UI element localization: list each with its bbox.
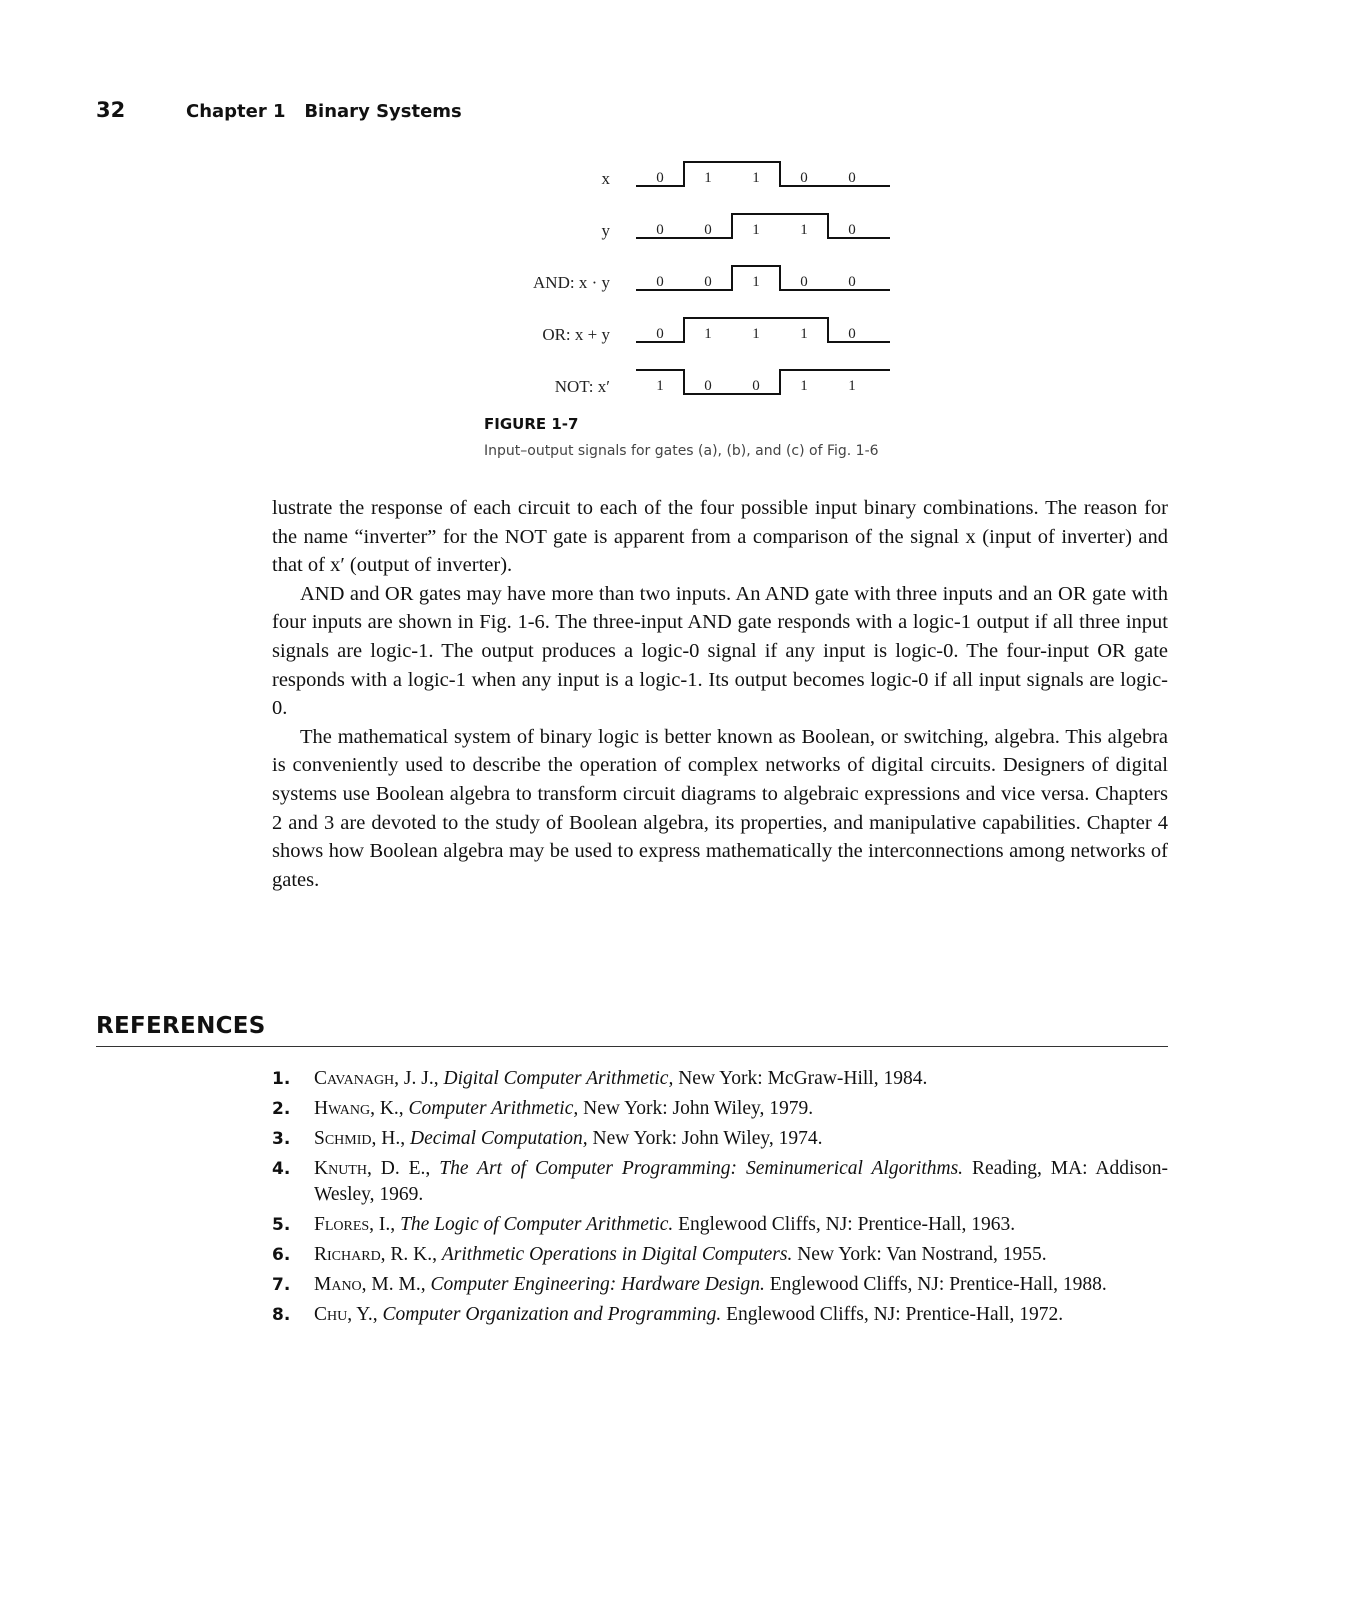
signal-label: AND: x · y bbox=[533, 273, 610, 292]
body-paragraph: lustrate the response of each circuit to each of the four possible input binary combinations. The reason for the name “inverter” for the NOT gate is apparent from a comparison of the signal x (input of inverter) and that of x′ (output of inverter). bbox=[272, 497, 1168, 577]
reference-number: 4. bbox=[272, 1159, 291, 1179]
signal-label: x bbox=[601, 169, 610, 188]
reference-author: Hwang, K., bbox=[314, 1098, 404, 1119]
signal-level: 1 bbox=[752, 222, 760, 238]
reference-publisher: Englewood Cliffs, NJ: Prentice-Hall, 1972. bbox=[726, 1304, 1064, 1325]
reference-publisher: Englewood Cliffs, NJ: Prentice-Hall, 1963. bbox=[678, 1214, 1016, 1235]
signal-level: 0 bbox=[848, 170, 856, 186]
reference-number: 7. bbox=[272, 1275, 291, 1295]
reference-publisher: New York: John Wiley, 1979. bbox=[583, 1098, 814, 1119]
body-paragraph: AND and OR gates may have more than two inputs. An AND gate with three inputs and an OR gate with four inputs are shown in Fig. 1-6. The three-input AND gate responds with a logic-1 output if all three input signals are logic-1. The output produces a logic-0 signal if any input is logic-0. The four-input OR gate responds with a logic-1 when any input is a logic-1. Its output becomes logic-0 if all input signals are logic-0. bbox=[272, 582, 1168, 720]
reference-number: 5. bbox=[272, 1215, 291, 1235]
signal-level: 1 bbox=[752, 274, 760, 290]
signal-level: 0 bbox=[656, 326, 664, 342]
signal-level: 1 bbox=[848, 378, 856, 394]
reference-item bbox=[272, 1096, 1168, 1122]
reference-number: 1. bbox=[272, 1069, 291, 1089]
reference-author: Mano, M. M., bbox=[314, 1274, 426, 1295]
reference-title: The Logic of Computer Arithmetic. bbox=[400, 1214, 674, 1235]
reference-item bbox=[272, 1212, 1168, 1238]
reference-author: Flores, I., bbox=[314, 1214, 396, 1235]
reference-item bbox=[272, 1272, 1168, 1298]
reference-author: Knuth, D. E., bbox=[314, 1158, 431, 1179]
chapter-title: Chapter 1 Binary Systems bbox=[186, 101, 462, 122]
reference-item bbox=[272, 1066, 1168, 1092]
signal-level: 0 bbox=[800, 170, 808, 186]
signal-level: 0 bbox=[704, 274, 712, 290]
reference-publisher: New York: McGraw-Hill, 1984. bbox=[678, 1068, 928, 1089]
reference-number: 6. bbox=[272, 1245, 291, 1265]
signal-level: 1 bbox=[704, 326, 712, 342]
signal-level: 1 bbox=[656, 378, 664, 394]
body-text bbox=[272, 494, 1168, 894]
signal-level: 1 bbox=[800, 326, 808, 342]
reference-title: Decimal Computation, bbox=[409, 1128, 588, 1149]
reference-title: Computer Arithmetic, bbox=[408, 1098, 579, 1119]
signal-level: 0 bbox=[704, 378, 712, 394]
reference-title: The Art of Computer Programming: Seminumerical Algorithms. bbox=[439, 1158, 964, 1179]
reference-author: Richard, R. K., bbox=[314, 1244, 438, 1265]
signal-level: 0 bbox=[752, 378, 760, 394]
signal-level: 0 bbox=[656, 170, 664, 186]
reference-title: Digital Computer Arithmetic, bbox=[443, 1068, 674, 1089]
signal-label: OR: x + y bbox=[542, 325, 610, 344]
reference-publisher: New York: Van Nostrand, 1955. bbox=[797, 1244, 1047, 1265]
reference-publisher: New York: John Wiley, 1974. bbox=[592, 1128, 823, 1149]
signal-level: 1 bbox=[752, 170, 760, 186]
reference-number: 8. bbox=[272, 1305, 291, 1325]
running-head bbox=[96, 98, 696, 126]
figure-caption: Input–output signals for gates (a), (b), and (c) of Fig. 1-6 bbox=[484, 443, 879, 459]
references-heading: REFERENCES bbox=[96, 1013, 266, 1039]
references-divider bbox=[96, 1046, 1168, 1047]
signal-label: NOT: x′ bbox=[554, 377, 610, 396]
signal-level: 0 bbox=[656, 222, 664, 238]
signal-level: 1 bbox=[704, 170, 712, 186]
reference-author: Cavanagh, J. J., bbox=[314, 1068, 439, 1089]
reference-item bbox=[272, 1242, 1168, 1268]
reference-title: Arithmetic Operations in Digital Computers. bbox=[441, 1244, 793, 1265]
signal-level: 0 bbox=[848, 274, 856, 290]
signal-level: 0 bbox=[848, 222, 856, 238]
reference-item bbox=[272, 1302, 1168, 1328]
page-number: 32 bbox=[96, 98, 126, 122]
signal-label: y bbox=[601, 221, 610, 240]
reference-title: Computer Engineering: Hardware Design. bbox=[430, 1274, 765, 1295]
reference-number: 2. bbox=[272, 1099, 291, 1119]
signal-level: 0 bbox=[848, 326, 856, 342]
signal-level: 1 bbox=[800, 222, 808, 238]
reference-title: Computer Organization and Programming. bbox=[382, 1304, 722, 1325]
reference-author: Schmid, H., bbox=[314, 1128, 406, 1149]
reference-publisher: Reading, MA: Addison-Wesley, 1969. bbox=[314, 1158, 1169, 1205]
reference-list bbox=[272, 1066, 1168, 1332]
body-paragraph: The mathematical system of binary logic is better known as Boolean, or switching, algebra. This algebra is conveniently used to describe the operation of complex networks of digital circuits. Designers of digital systems use Boolean algebra to transform circuit diagrams to algebraic expressions and vice versa. Chapters 2 and 3 are devoted to the study of Boolean algebra, its properties, and manipulative capabilities. Chapter 4 shows how Boolean algebra may be used to express mathematically the interconnections among networks of gates. bbox=[272, 725, 1168, 891]
signal-level: 0 bbox=[656, 274, 664, 290]
figure-label: FIGURE 1-7 bbox=[484, 415, 579, 433]
signal-level: 1 bbox=[752, 326, 760, 342]
reference-item bbox=[272, 1156, 1168, 1208]
signal-level: 1 bbox=[800, 378, 808, 394]
reference-author: Chu, Y., bbox=[314, 1304, 378, 1325]
timing-diagram bbox=[470, 150, 950, 412]
reference-item bbox=[272, 1126, 1168, 1152]
signal-level: 0 bbox=[704, 222, 712, 238]
reference-number: 3. bbox=[272, 1129, 291, 1149]
signal-level: 0 bbox=[800, 274, 808, 290]
reference-publisher: Englewood Cliffs, NJ: Prentice-Hall, 1988. bbox=[769, 1274, 1107, 1295]
